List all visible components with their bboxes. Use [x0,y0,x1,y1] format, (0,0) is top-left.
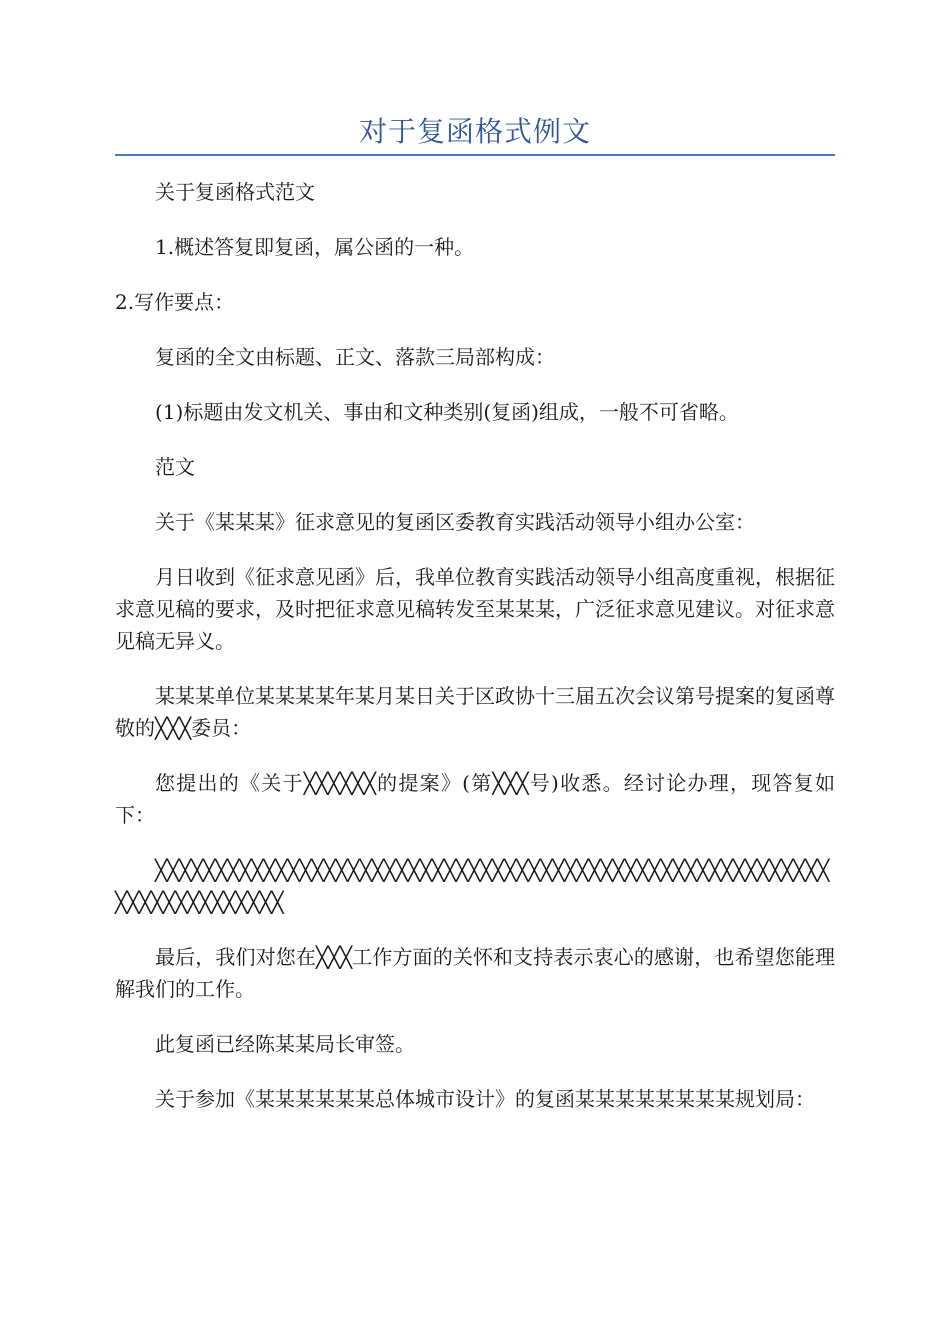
paragraph-sample2-closing: 最后，我们对您在╳╳╳工作方面的关怀和支持表示衷心的感谢，也希望您能理解我们的工作。 [115,945,835,1001]
paragraph-intro: 关于复函格式范文 [155,180,315,204]
paragraph-sample3-title: 关于参加《某某某某某某总体城市设计》的复函某某某某某某某某规划局： [155,1087,815,1111]
paragraph-title-rule: (1)标题由发文机关、事由和文种类别(复函)组成，一般不可省略。 [155,400,739,424]
paragraph-writing-points: 2.写作要点： [115,290,235,314]
paragraph-sample2-placeholder: ╳╳╳╳╳╳╳╳╳╳╳╳╳╳╳╳╳╳╳╳╳╳╳╳╳╳╳╳╳╳╳╳╳╳╳╳╳╳╳╳╳╳╳╳╳╳╳╳╳╳╳╳╳╳╳╳╳╳╳╳╳╳╳╳╳╳╳╳╳╳ [115,858,830,914]
paragraph-structure: 复函的全文由标题、正文、落款三局部构成： [155,345,555,369]
title-underline [115,154,835,156]
document-title: 对于复函格式例文 [358,115,591,148]
paragraph-sample2-opening: 您提出的《关于╳╳╳╳╳╳的提案》(第╳╳╳号)收悉。经讨论办理，现答复如下： [115,771,835,827]
paragraph-sample2-title: 某某某单位某某某某年某月某日关于区政协十三届五次会议第号提案的复函尊敬的╳╳╳委员： [115,684,835,740]
paragraph-sample1-body: 月日收到《征求意见函》后，我单位教育实践活动领导小组高度重视，根据征求意见稿的要求，及时把征求意见稿转发至某某某，广泛征求意见建议。对征求意见稿无异义。 [115,565,835,653]
paragraph-overview: 1.概述答复即复函，属公函的一种。 [155,235,475,259]
document-body [115,176,835,1138]
paragraph-sample1-title: 关于《某某某》征求意见的复函区委教育实践活动领导小组办公室： [155,510,755,534]
paragraph-sample2-signoff: 此复函已经陈某某局长审签。 [155,1032,415,1056]
paragraph-sample-heading: 范文 [155,455,195,479]
